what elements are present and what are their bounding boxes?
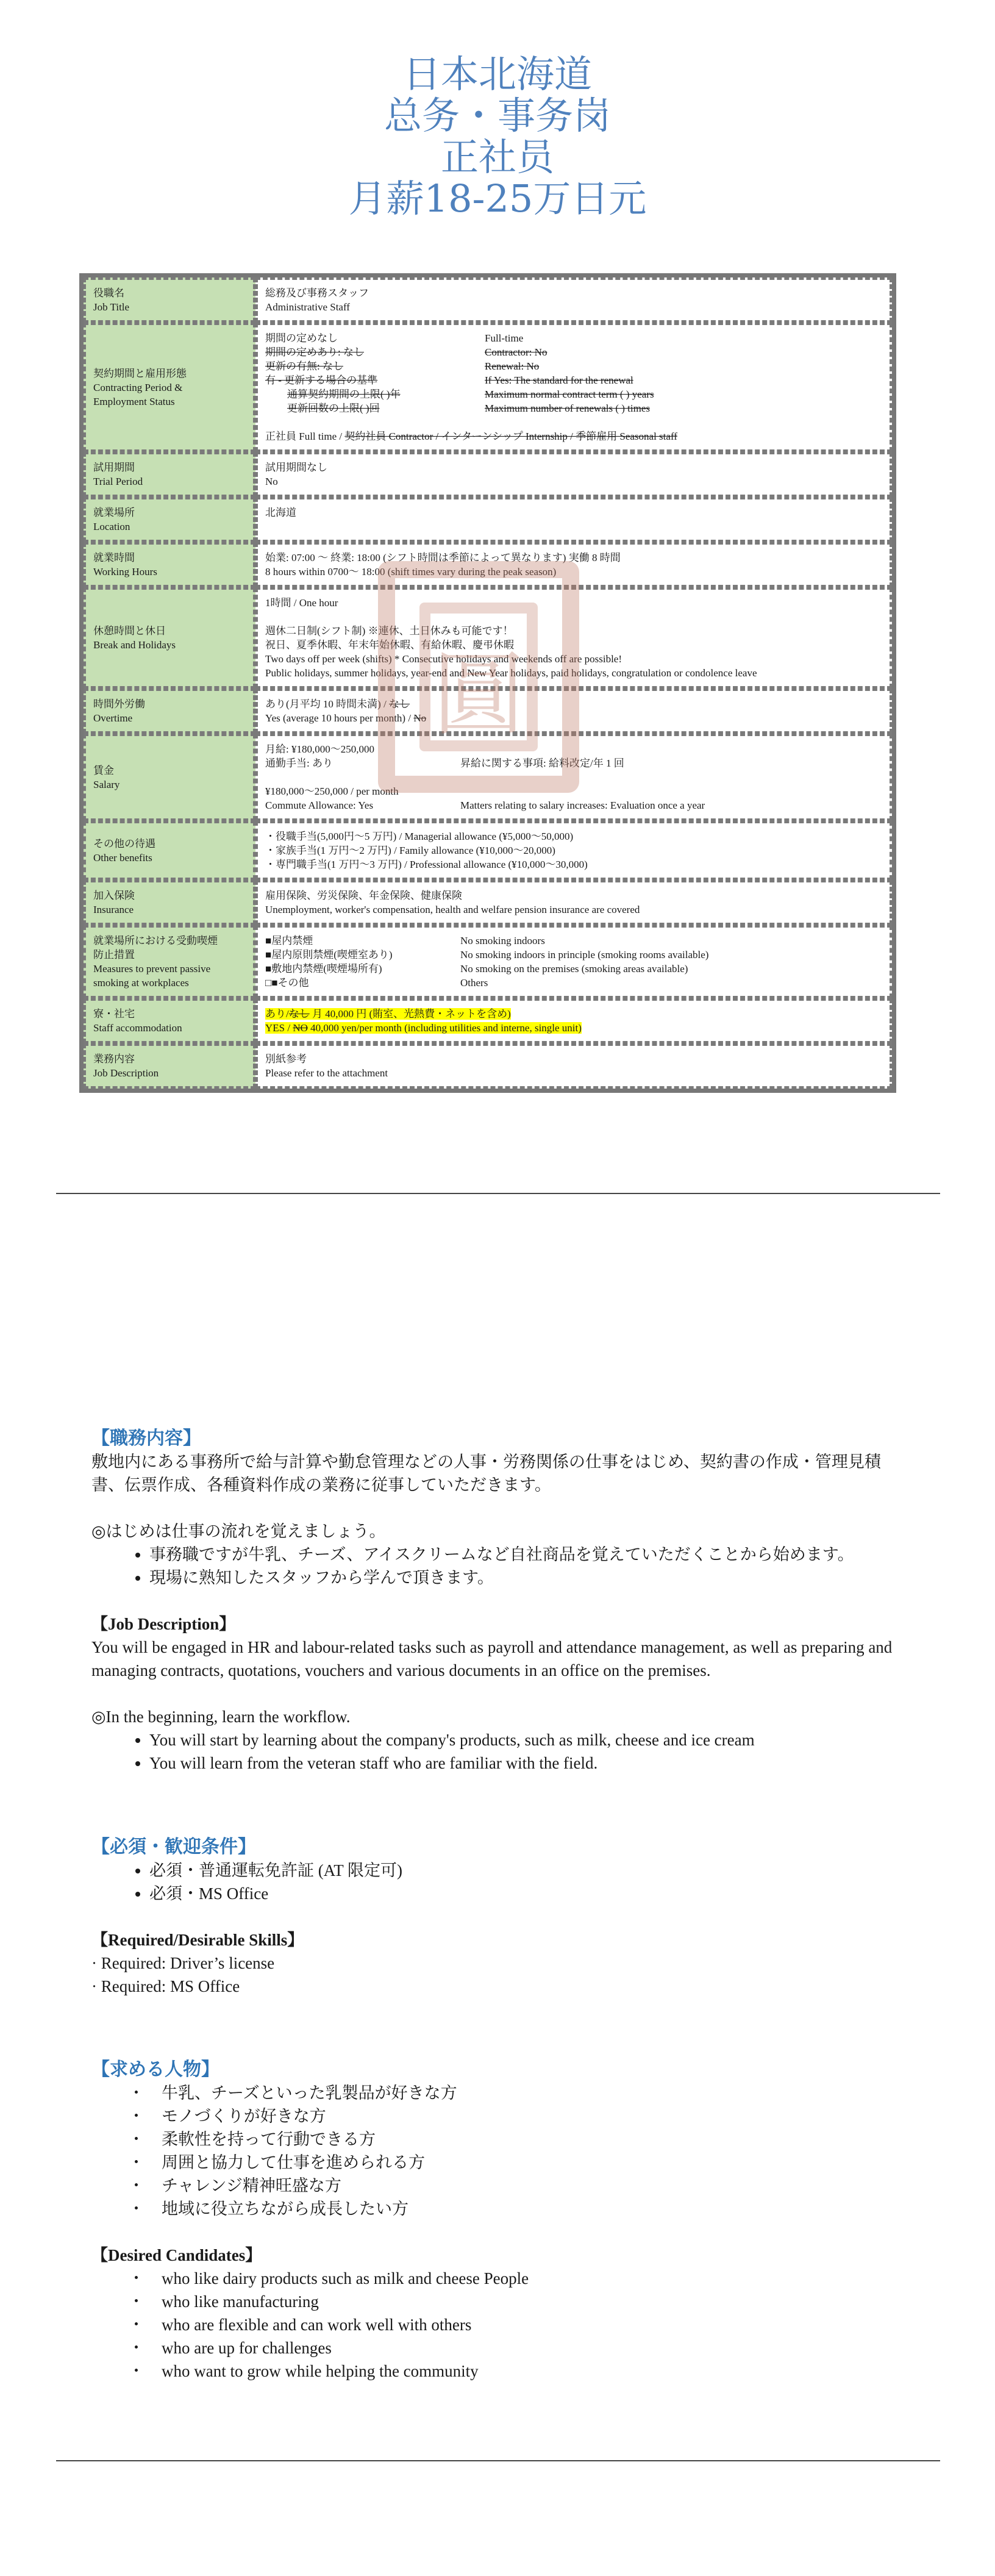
value-breaks: 1時間 / One hour 週休二日制(シフト制) ※連休、土日休みも可能です！ 祝日、夏季休暇、年末年始休暇、有給休暇、慶弔休暇 Two days off per week (shifts) * Consecutive holidays and weekends off are possible! Public holidays, summer holidays, year-end and New Year holidays, paid holidays, congratulation or condolence leave <box>255 587 892 689</box>
skills-section <box>91 1836 908 1998</box>
label-benefits: その他の待遇 Other benefits <box>84 821 255 880</box>
value-insurance: 雇用保険、労災保険、年金保険、健康保険 Unemployment, worker's compensation, health and welfare pension insurance are covered <box>255 880 892 925</box>
list-item: ・ who are up for challenges <box>128 2336 908 2360</box>
row-salary <box>84 734 892 821</box>
list-item: ・ モノづくりが好きな方 <box>128 2105 908 2128</box>
label-salary: 賃金 Salary <box>84 734 255 821</box>
row-job-description <box>84 1043 892 1089</box>
duties-en-heading: 【Job Description】 <box>91 1615 236 1633</box>
list-item: ・ 地域に役立ちながら成長したい方 <box>128 2197 908 2220</box>
list-item: · Required: MS Office <box>91 1977 240 1995</box>
skills-list <box>91 1859 908 1905</box>
value-smoking: ■屋内禁煙 No smoking indoors ■屋内原則禁煙(喫煙室あり) No smoking indoors in principle (smoking rooms available) ■敷地内禁煙(喫煙場所有) No smoking on the premises (smoking areas available) □■その他 Others <box>255 925 892 998</box>
row-accommodation <box>84 998 892 1043</box>
label-hours: 就業時間 Working Hours <box>84 542 255 587</box>
value-location: 北海道 <box>255 497 892 542</box>
row-breaks <box>84 587 892 689</box>
label-trial: 試用期間 Trial Period <box>84 452 255 497</box>
duties-paragraph: 敷地内にある事務所で給与計算や勤怠管理などの人事・労務関係の仕事をはじめ、契約書の作成・管理見積書、伝票作成、各種資料作成の業務に従事していただきます。 <box>91 1453 881 1494</box>
candidates-en-list <box>91 2267 908 2383</box>
title-line-4: 月薪18-25万日元 <box>348 176 647 221</box>
duties-heading: 【職務内容】 <box>91 1428 201 1448</box>
list-item: · Required: Driver’s license <box>91 1954 275 1972</box>
list-item: • 事務職ですが牛乳、チーズ、アイスクリームなど自社商品を覚えていただくことから始めます。 <box>149 1543 908 1566</box>
page-title <box>0 54 995 220</box>
list-item: ・ who like dairy products such as milk and cheese People <box>128 2267 908 2290</box>
value-hours: 始業: 07:00 〜 終業: 18:00 (シフト時間は季節によって異なります) 実働 8 時間 8 hours within 0700〜 18:00 (shift times vary during the peak season) <box>255 542 892 587</box>
seal-glyph: 圓 <box>432 642 524 748</box>
skills-heading: 【必須・歓迎条件】 <box>91 1837 256 1857</box>
list-item: ・ チャレンジ精神旺盛な方 <box>128 2174 908 2197</box>
value-overtime: あり(月平均 10 時間未満) / なし Yes (average 10 hours per month) / No <box>255 689 892 734</box>
row-trial <box>84 452 892 497</box>
value-salary: 月給: ¥180,000～250,000 通勤手当: あり 昇給に関する事項: 給料改定/年 1 回 ¥180,000～250,000 / per month Commute Allowance: Yes Matters relating to salary increases: Evaluation once a year <box>255 734 892 821</box>
row-benefits <box>84 821 892 880</box>
duties-section <box>91 1427 908 1775</box>
row-hours <box>84 542 892 587</box>
list-item: ・ 柔軟性を持って行動できる方 <box>128 2128 908 2151</box>
label-overtime: 時間外労働 Overtime <box>84 689 255 734</box>
row-smoking <box>84 925 892 998</box>
label-smoking: 就業場所における受動喫煙 防止措置 Measures to prevent passive smoking at workplaces <box>84 925 255 998</box>
candidates-heading: 【求める人物】 <box>91 2059 219 2080</box>
title-line-2: 总务・事务岗 <box>383 93 611 138</box>
title-line-1: 日本北海道 <box>402 52 592 96</box>
value-job-description: 別紙参考 Please refer to the attachment <box>255 1043 892 1089</box>
job-conditions-table <box>79 273 896 1093</box>
list-item: ・ who are flexible and can work well with others <box>128 2313 908 2336</box>
value-accommodation: あり/なし 月 40,000 円 (賄室、光熱費・ネットを含め) YES / NO 40,000 yen/per month (including utilities and interne, single unit) <box>255 998 892 1043</box>
row-insurance <box>84 880 892 925</box>
page-divider <box>56 1193 940 1194</box>
label-job-title: 役職名 Job Title <box>84 277 255 323</box>
candidates-list <box>91 2081 908 2220</box>
value-contract: 期間の定めなし Full-time 期間の定めあり: なし Contractor: No 更新の有無: なし Renewal: No 有 - 更新する場合の基準 If Yes: The standard for the renewal 通算契約期間の上限( )年 Maximum normal contract term ( ) years 更新回数の上限( )回 Maximum number of renewals ( ) times 正社員 Full time / 契約社員 Contractor / インターンシップ Internship / 季節雇用 Seasonal staff <box>255 323 892 452</box>
list-item: • 必須・普通運転免許証 (AT 限定可) <box>149 1859 908 1882</box>
value-job-title: 総務及び事務スタッフ Administrative Staff <box>255 277 892 323</box>
row-contract <box>84 323 892 452</box>
value-trial: 試用期間なし No <box>255 452 892 497</box>
duties-en-list <box>91 1728 908 1775</box>
row-overtime <box>84 689 892 734</box>
list-item: ・ who like manufacturing <box>128 2290 908 2313</box>
list-item: • You will learn from the veteran staff who are familiar with the field. <box>149 1751 908 1775</box>
label-location: 就業場所 Location <box>84 497 255 542</box>
title-line-3: 正社员 <box>440 135 554 179</box>
label-insurance: 加入保険 Insurance <box>84 880 255 925</box>
row-job-title <box>84 277 892 323</box>
duties-list <box>91 1543 908 1589</box>
list-item: ・ who want to grow while helping the community <box>128 2360 908 2383</box>
label-accommodation: 寮・社宅 Staff accommodation <box>84 998 255 1043</box>
candidates-en-heading: 【Desired Candidates】 <box>91 2246 262 2264</box>
row-location <box>84 497 892 542</box>
list-item: • You will start by learning about the company's products, such as milk, cheese and ice cream <box>149 1728 908 1751</box>
duties-en-intro: ◎In the beginning, learn the workflow. <box>91 1708 351 1726</box>
duties-en-paragraph: You will be engaged in HR and labour-related tasks such as payroll and attendance management, as well as preparing and managing contracts, quotations, vouchers and various documents in an office on the premises. <box>91 1638 893 1680</box>
label-contract: 契約期間と雇用形態 Contracting Period & Employment Status <box>84 323 255 452</box>
list-item: ・ 周囲と協力して仕事を進められる方 <box>128 2151 908 2174</box>
candidates-section <box>91 2058 908 2383</box>
label-job-description: 業務内容 Job Description <box>84 1043 255 1089</box>
list-item: • 必須・MS Office <box>149 1882 908 1905</box>
duties-intro: ◎はじめは仕事の流れを覚えましょう。 <box>91 1522 386 1540</box>
value-benefits: ・役職手当(5,000円～5 万円) / Managerial allowance (¥5,000～50,000) ・家族手当(1 万円～2 万円) / Family allowance (¥10,000～20,000) ・専門職手当(1 万円～3 万円) / Professional allowance (¥10,000～30,000) <box>255 821 892 880</box>
label-breaks: 休憩時間と休日 Break and Holidays <box>84 587 255 689</box>
list-item: • 現場に熟知したスタッフから学んで頂きます。 <box>149 1566 908 1589</box>
list-item: ・ 牛乳、チーズといった乳製品が好きな方 <box>128 2081 908 2105</box>
page-divider <box>56 2460 940 2461</box>
skills-en-heading: 【Required/Desirable Skills】 <box>91 1931 304 1949</box>
